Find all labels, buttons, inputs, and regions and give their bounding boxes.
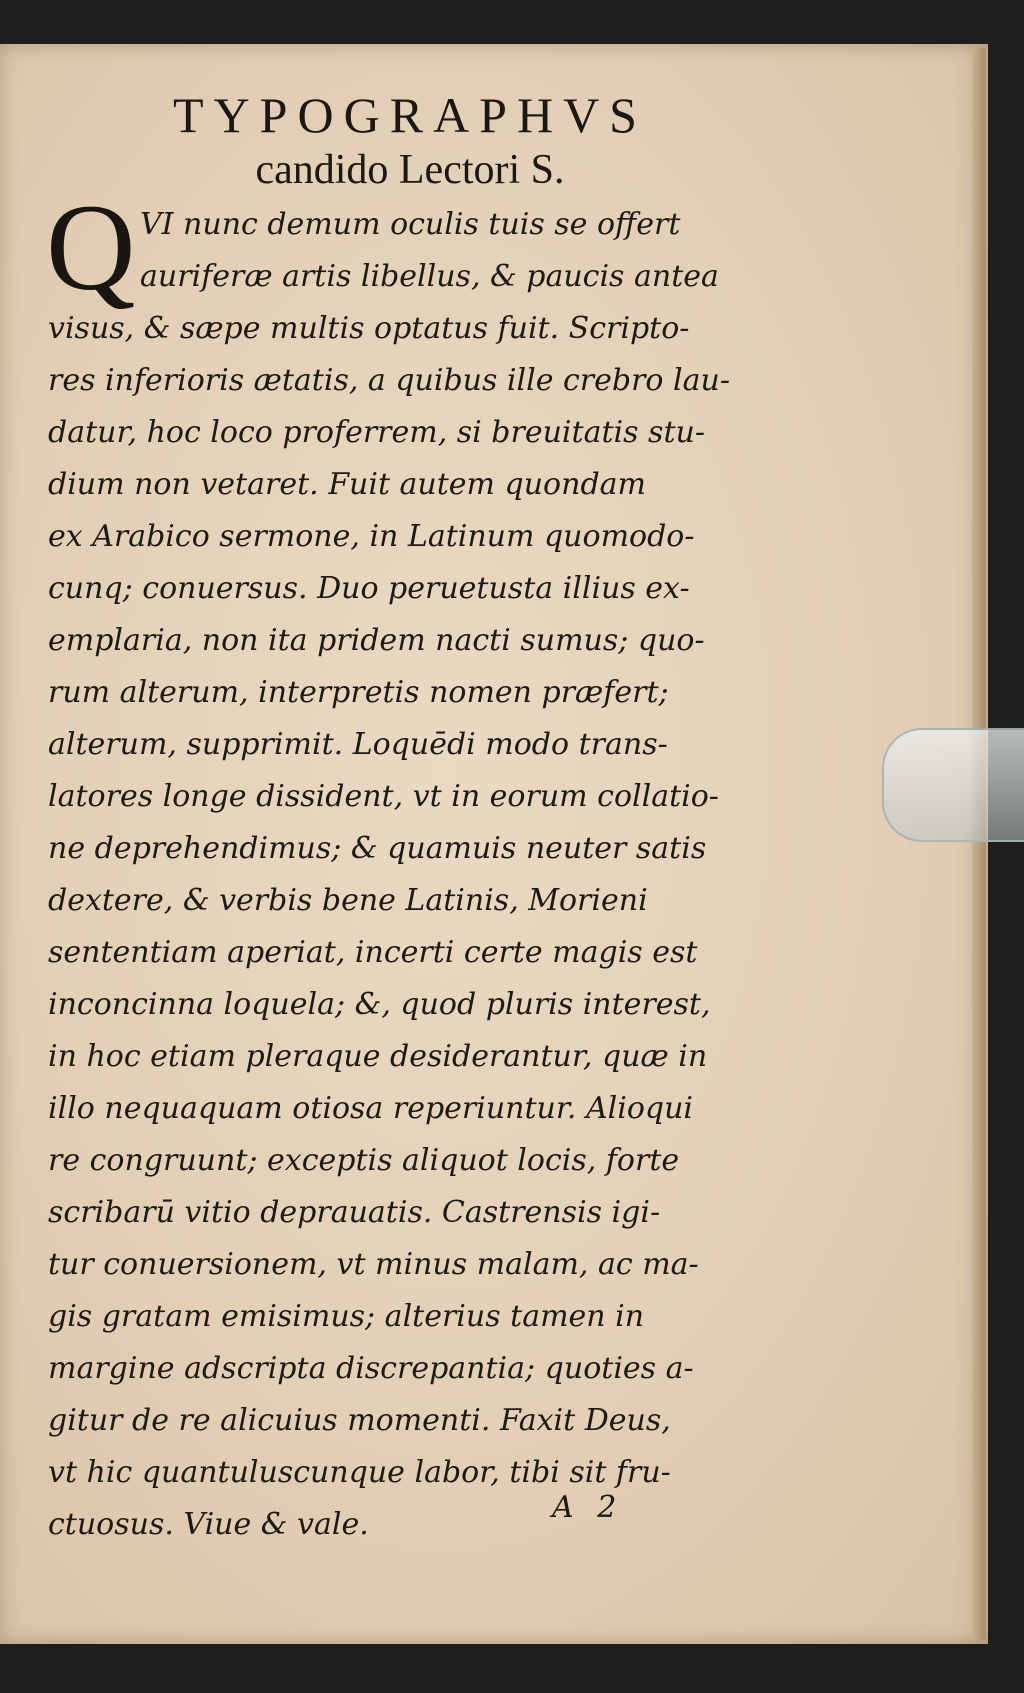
text-line: dextere, & verbis bene Latinis, Morieni bbox=[48, 883, 648, 918]
text-line: visus, & sæpe multis optatus fuit. Scripto- bbox=[48, 311, 690, 346]
text-line: VI nunc demum oculis tuis se offert bbox=[140, 207, 681, 242]
text-line: inconcinna loquela; &, quod pluris interest, bbox=[48, 987, 711, 1022]
text-line: datur, hoc loco proferrem, si breuitatis stu- bbox=[48, 415, 705, 450]
drop-cap: Q bbox=[46, 179, 136, 316]
text-line: margine adscripta discrepantia; quoties a- bbox=[48, 1351, 694, 1386]
text-line: cunq; conuersus. Duo peruetusta illius ex- bbox=[48, 571, 690, 606]
text-line: in hoc etiam pleraque desiderantur, quæ in bbox=[48, 1039, 708, 1074]
page-subtitle: candido Lectori S. bbox=[255, 147, 565, 193]
page-edge bbox=[972, 48, 986, 1640]
text-line: auriferæ artis libellus, & paucis antea bbox=[140, 259, 719, 294]
text-line: sententiam aperiat, incerti certe magis est bbox=[48, 935, 698, 970]
text-line: rum alterum, interpretis nomen præfert; bbox=[48, 675, 669, 710]
page-clip bbox=[882, 728, 1024, 842]
page-title: TYPOGRAPHVS bbox=[173, 87, 647, 143]
text-line: res inferioris ætatis, a quibus ille crebro lau- bbox=[48, 363, 730, 398]
text-line: dium non vetaret. Fuit autem quondam bbox=[48, 467, 646, 502]
signature-mark: A 2 bbox=[552, 1490, 617, 1525]
text-line: alterum, supprimit. Loquēdi modo trans- bbox=[48, 727, 668, 762]
text-line: re congruunt; exceptis aliquot locis, forte bbox=[48, 1143, 680, 1178]
text-line: tur conuersionem, vt minus malam, ac ma- bbox=[48, 1247, 699, 1282]
text-line: scribarū vitio deprauatis. Castrensis igi- bbox=[48, 1195, 661, 1230]
text-line: ex Arabico sermone, in Latinum quomodo- bbox=[48, 519, 695, 554]
text-line: illo nequaquam otiosa reperiuntur. Alioqui bbox=[48, 1091, 694, 1126]
text-line: ctuosus. Viue & vale. bbox=[48, 1507, 369, 1542]
text-line: gitur de re alicuius momenti. Faxit Deus, bbox=[48, 1403, 671, 1438]
text-line: emplaria, non ita pridem nacti sumus; quo- bbox=[48, 623, 705, 658]
text-line: ne deprehendimus; & quamuis neuter satis bbox=[48, 831, 707, 866]
text-line: vt hic quantuluscunque labor, tibi sit fru- bbox=[48, 1455, 671, 1490]
text-line: latores longe dissident, vt in eorum collatio- bbox=[48, 779, 719, 814]
text-line: gis gratam emisimus; alterius tamen in bbox=[48, 1299, 645, 1334]
